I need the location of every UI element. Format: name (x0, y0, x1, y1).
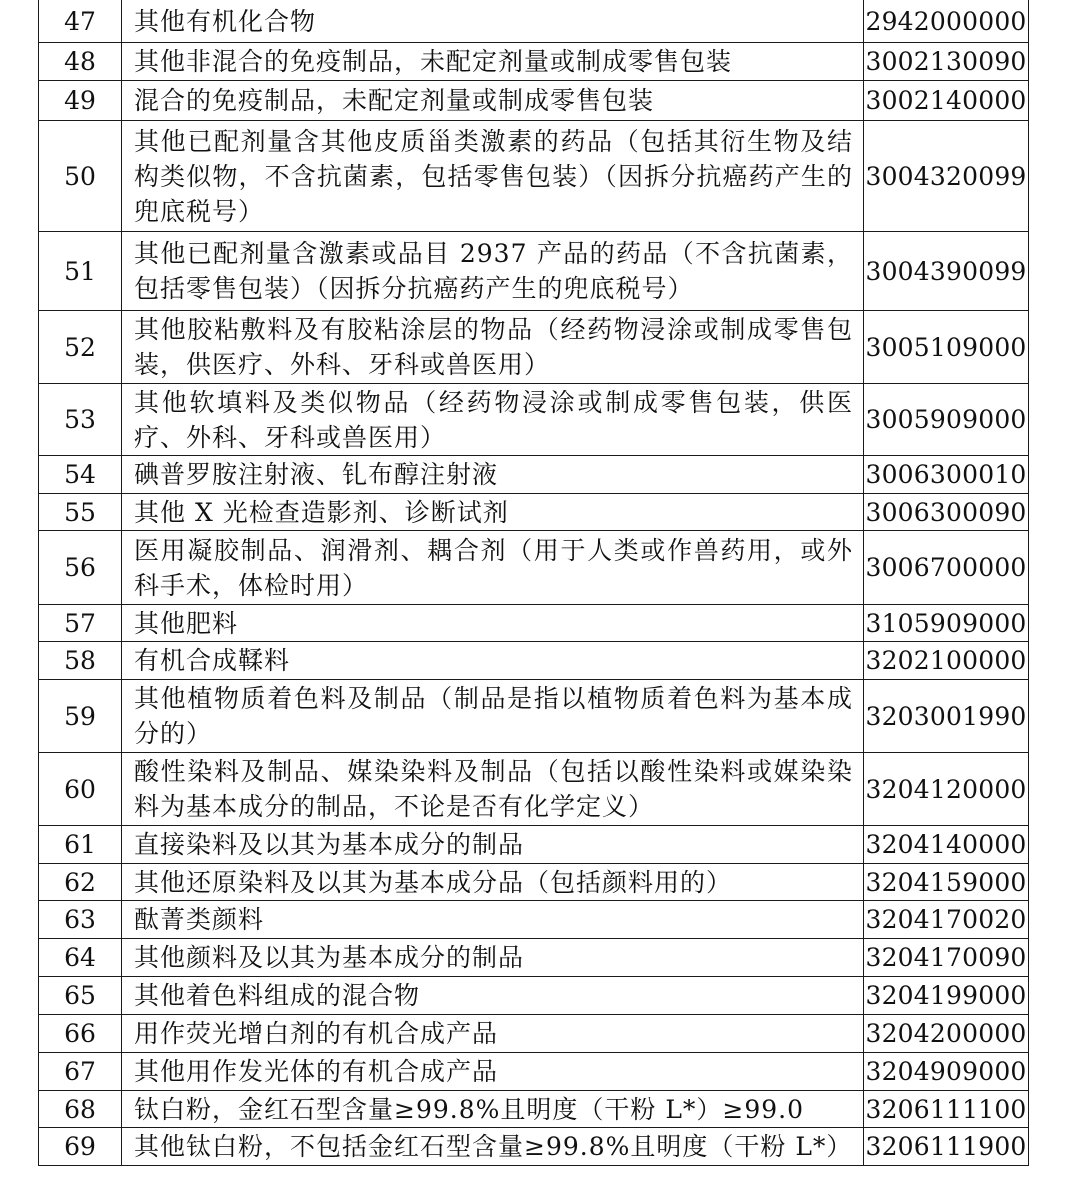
product-name: 其他胶粘敷料及有胶粘涂层的物品（经药物浸涂或制成零售包装，供医疗、外科、牙科或兽医用） (122, 310, 864, 383)
row-number: 61 (39, 825, 122, 863)
row-number: 60 (39, 752, 122, 825)
table-row (39, 938, 1029, 976)
tariff-table-page (38, 0, 1028, 1166)
tariff-code: 3206111100 (864, 1090, 1029, 1127)
table-row (39, 641, 1029, 679)
tariff-code: 3204159000 (864, 863, 1029, 900)
product-name: 用作荧光增白剂的有机合成产品 (122, 1014, 864, 1052)
row-number: 52 (39, 310, 122, 383)
row-number: 54 (39, 455, 122, 493)
product-name: 其他钛白粉，不包括金红石型含量≥99.8%且明度（干粉 L*） (122, 1127, 864, 1165)
tariff-code: 3203001990 (864, 679, 1029, 752)
table-row (39, 1014, 1029, 1052)
tariff-code: 3204120000 (864, 752, 1029, 825)
product-name: 酞菁类颜料 (122, 900, 864, 938)
tariff-code: 3004390099 (864, 231, 1029, 310)
table-row (39, 752, 1029, 825)
tariff-code: 3004320099 (864, 120, 1029, 231)
table-row (39, 493, 1029, 530)
tariff-code: 3204199000 (864, 976, 1029, 1014)
table-row (39, 310, 1029, 383)
product-name: 有机合成鞣料 (122, 641, 864, 679)
row-number: 64 (39, 938, 122, 976)
table-row (39, 231, 1029, 310)
product-name: 其他植物质着色料及制品（制品是指以植物质着色料为基本成分的） (122, 679, 864, 752)
row-number: 48 (39, 42, 122, 80)
row-number: 51 (39, 231, 122, 310)
row-number: 62 (39, 863, 122, 900)
table-row (39, 383, 1029, 455)
product-name: 其他有机化合物 (122, 0, 864, 42)
product-name: 其他用作发光体的有机合成产品 (122, 1052, 864, 1090)
tariff-code: 3204909000 (864, 1052, 1029, 1090)
tariff-table-body (39, 0, 1029, 1165)
product-name: 其他非混合的免疫制品，未配定剂量或制成零售包装 (122, 42, 864, 80)
row-number: 50 (39, 120, 122, 231)
row-number: 68 (39, 1090, 122, 1127)
product-name: 钛白粉，金红石型含量≥99.8%且明度（干粉 L*）≥99.0 (122, 1090, 864, 1127)
table-row (39, 80, 1029, 120)
tariff-code: 3206111900 (864, 1127, 1029, 1165)
row-number: 55 (39, 493, 122, 530)
row-number: 69 (39, 1127, 122, 1165)
row-number: 66 (39, 1014, 122, 1052)
row-number: 56 (39, 530, 122, 604)
tariff-code: 3006300010 (864, 455, 1029, 493)
tariff-code: 3002140000 (864, 80, 1029, 120)
tariff-code: 3204140000 (864, 825, 1029, 863)
table-row (39, 825, 1029, 863)
tariff-code: 3105909000 (864, 604, 1029, 641)
table-row (39, 42, 1029, 80)
tariff-code: 3002130090 (864, 42, 1029, 80)
table-row (39, 679, 1029, 752)
row-number: 59 (39, 679, 122, 752)
row-number: 57 (39, 604, 122, 641)
tariff-code: 3006300090 (864, 493, 1029, 530)
table-row (39, 1127, 1029, 1165)
tariff-code: 2942000000 (864, 0, 1029, 42)
table-row (39, 1052, 1029, 1090)
product-name: 直接染料及以其为基本成分的制品 (122, 825, 864, 863)
table-row (39, 900, 1029, 938)
table-row (39, 604, 1029, 641)
tariff-code: 3006700000 (864, 530, 1029, 604)
row-number: 53 (39, 383, 122, 455)
table-row (39, 0, 1029, 42)
row-number: 63 (39, 900, 122, 938)
product-name: 酸性染料及制品、媒染染料及制品（包括以酸性染料或媒染染料为基本成分的制品，不论是否有化学定义） (122, 752, 864, 825)
tariff-table (38, 0, 1029, 1166)
row-number: 58 (39, 641, 122, 679)
table-row (39, 863, 1029, 900)
product-name: 碘普罗胺注射液、钆布醇注射液 (122, 455, 864, 493)
product-name: 其他已配剂量含激素或品目 2937 产品的药品（不含抗菌素，包括零售包装）（因拆分抗癌药产生的兜底税号） (122, 231, 864, 310)
tariff-code: 3005909000 (864, 383, 1029, 455)
product-name: 混合的免疫制品，未配定剂量或制成零售包装 (122, 80, 864, 120)
product-name: 其他颜料及以其为基本成分的制品 (122, 938, 864, 976)
product-name: 其他还原染料及以其为基本成分品（包括颜料用的） (122, 863, 864, 900)
table-row (39, 120, 1029, 231)
row-number: 67 (39, 1052, 122, 1090)
table-row (39, 530, 1029, 604)
row-number: 65 (39, 976, 122, 1014)
table-row (39, 455, 1029, 493)
row-number: 49 (39, 80, 122, 120)
tariff-code: 3204170020 (864, 900, 1029, 938)
product-name: 医用凝胶制品、润滑剂、耦合剂（用于人类或作兽药用，或外科手术，体检时用） (122, 530, 864, 604)
product-name: 其他已配剂量含其他皮质甾类激素的药品（包括其衍生物及结构类似物，不含抗菌素，包括零售包装）（因拆分抗癌药产生的兜底税号） (122, 120, 864, 231)
product-name: 其他着色料组成的混合物 (122, 976, 864, 1014)
product-name: 其他软填料及类似物品（经药物浸涂或制成零售包装，供医疗、外科、牙科或兽医用） (122, 383, 864, 455)
tariff-code: 3005109000 (864, 310, 1029, 383)
row-number: 47 (39, 0, 122, 42)
table-row (39, 976, 1029, 1014)
product-name: 其他 X 光检查造影剂、诊断试剂 (122, 493, 864, 530)
tariff-code: 3202100000 (864, 641, 1029, 679)
tariff-code: 3204200000 (864, 1014, 1029, 1052)
tariff-code: 3204170090 (864, 938, 1029, 976)
table-row (39, 1090, 1029, 1127)
product-name: 其他肥料 (122, 604, 864, 641)
